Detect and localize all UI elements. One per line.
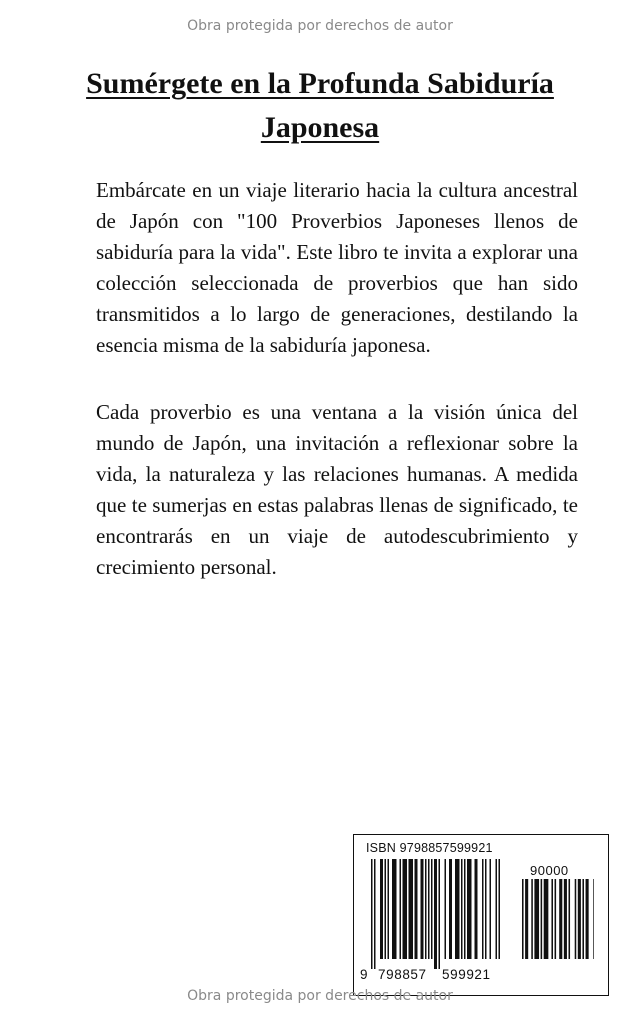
barcode-guard-bar bbox=[434, 859, 437, 969]
isbn-label: ISBN 9798857599921 bbox=[366, 841, 493, 855]
barcode-bar bbox=[593, 879, 594, 959]
barcode-bar bbox=[575, 879, 577, 959]
barcode-bar bbox=[482, 859, 484, 959]
barcode-bar bbox=[544, 879, 549, 959]
barcode-bar bbox=[555, 879, 557, 959]
barcode-bar bbox=[559, 879, 562, 959]
barcode-bar bbox=[485, 859, 487, 959]
barcode-bar bbox=[490, 859, 492, 959]
barcode-bar bbox=[385, 859, 387, 959]
description-paragraph-2: Cada proverbio es una ventana a la visión única del mundo de Japón, una invitación a reflexionar sobre la vida, la naturaleza y las relaciones humanas. A medida que te sumerjas en estas palabras llenas de significado, te encontrarás en un viaje de autodescubrimiento y crecimiento personal. bbox=[96, 400, 578, 579]
barcode-guard-bar bbox=[371, 859, 373, 969]
title-line-1: Sumérgete en la Profunda Sabiduría bbox=[86, 67, 554, 100]
barcode-bar bbox=[534, 879, 539, 959]
barcode-bar bbox=[464, 859, 466, 959]
barcode-bar bbox=[455, 859, 460, 959]
isbn-digits-left: 798857 bbox=[378, 967, 427, 982]
barcode-bar bbox=[551, 879, 553, 959]
barcode-bar bbox=[388, 859, 390, 959]
barcode-bar bbox=[467, 859, 472, 959]
title-line-2: Japonesa bbox=[260, 111, 380, 144]
barcode-bar bbox=[409, 859, 414, 959]
price-code: 90000 bbox=[530, 863, 569, 878]
barcode-bar bbox=[421, 859, 424, 959]
copyright-watermark-top: Obra protegida por derechos de autor bbox=[187, 18, 453, 34]
barcode-bar bbox=[564, 879, 567, 959]
barcode-bar bbox=[586, 879, 589, 959]
barcode-bar bbox=[461, 859, 463, 959]
barcode-bar bbox=[403, 859, 408, 959]
barcode-bar bbox=[475, 859, 478, 959]
isbn-digit-first: 9 bbox=[360, 967, 369, 982]
barcode-bar bbox=[582, 879, 584, 959]
price-addon-barcode bbox=[522, 879, 594, 975]
barcode-bar bbox=[569, 879, 571, 959]
barcode-bar bbox=[525, 879, 528, 959]
barcode-bar bbox=[431, 859, 433, 959]
back-cover-title bbox=[40, 62, 600, 150]
barcode-bar bbox=[522, 879, 524, 959]
barcode-bar bbox=[400, 859, 402, 959]
barcode-bar bbox=[415, 859, 418, 959]
barcode-bar bbox=[531, 879, 533, 959]
barcode-bar bbox=[541, 879, 543, 959]
barcode-bar bbox=[449, 859, 452, 959]
barcode-bar bbox=[499, 859, 501, 959]
barcode-bar bbox=[425, 859, 427, 959]
barcode-bar bbox=[380, 859, 383, 959]
barcode-bar bbox=[392, 859, 397, 959]
barcode-bar bbox=[445, 859, 447, 959]
barcode-bar bbox=[428, 859, 430, 959]
barcode-bar bbox=[578, 879, 581, 959]
isbn-digits-right: 599921 bbox=[442, 967, 491, 982]
isbn-barcode bbox=[371, 859, 516, 977]
description-paragraph-1: Embárcate en un viaje literario hacia la cultura ancestral de Japón con "100 Proverbios Japoneses llenos de sabiduría para la vida". Este libro te invita a explorar una colección seleccionada de proverbios que han sido transmitidos a lo largo de generaciones, destilando la esencia misma de la sabiduría japonesa. bbox=[96, 178, 578, 357]
barcode-guard-bar bbox=[439, 859, 441, 969]
copyright-watermark-bottom: Obra protegida por derechos de autor bbox=[187, 988, 453, 1004]
barcode-guard-bar bbox=[374, 859, 376, 969]
isbn-barcode-box bbox=[353, 834, 609, 996]
barcode-bar bbox=[496, 859, 498, 959]
